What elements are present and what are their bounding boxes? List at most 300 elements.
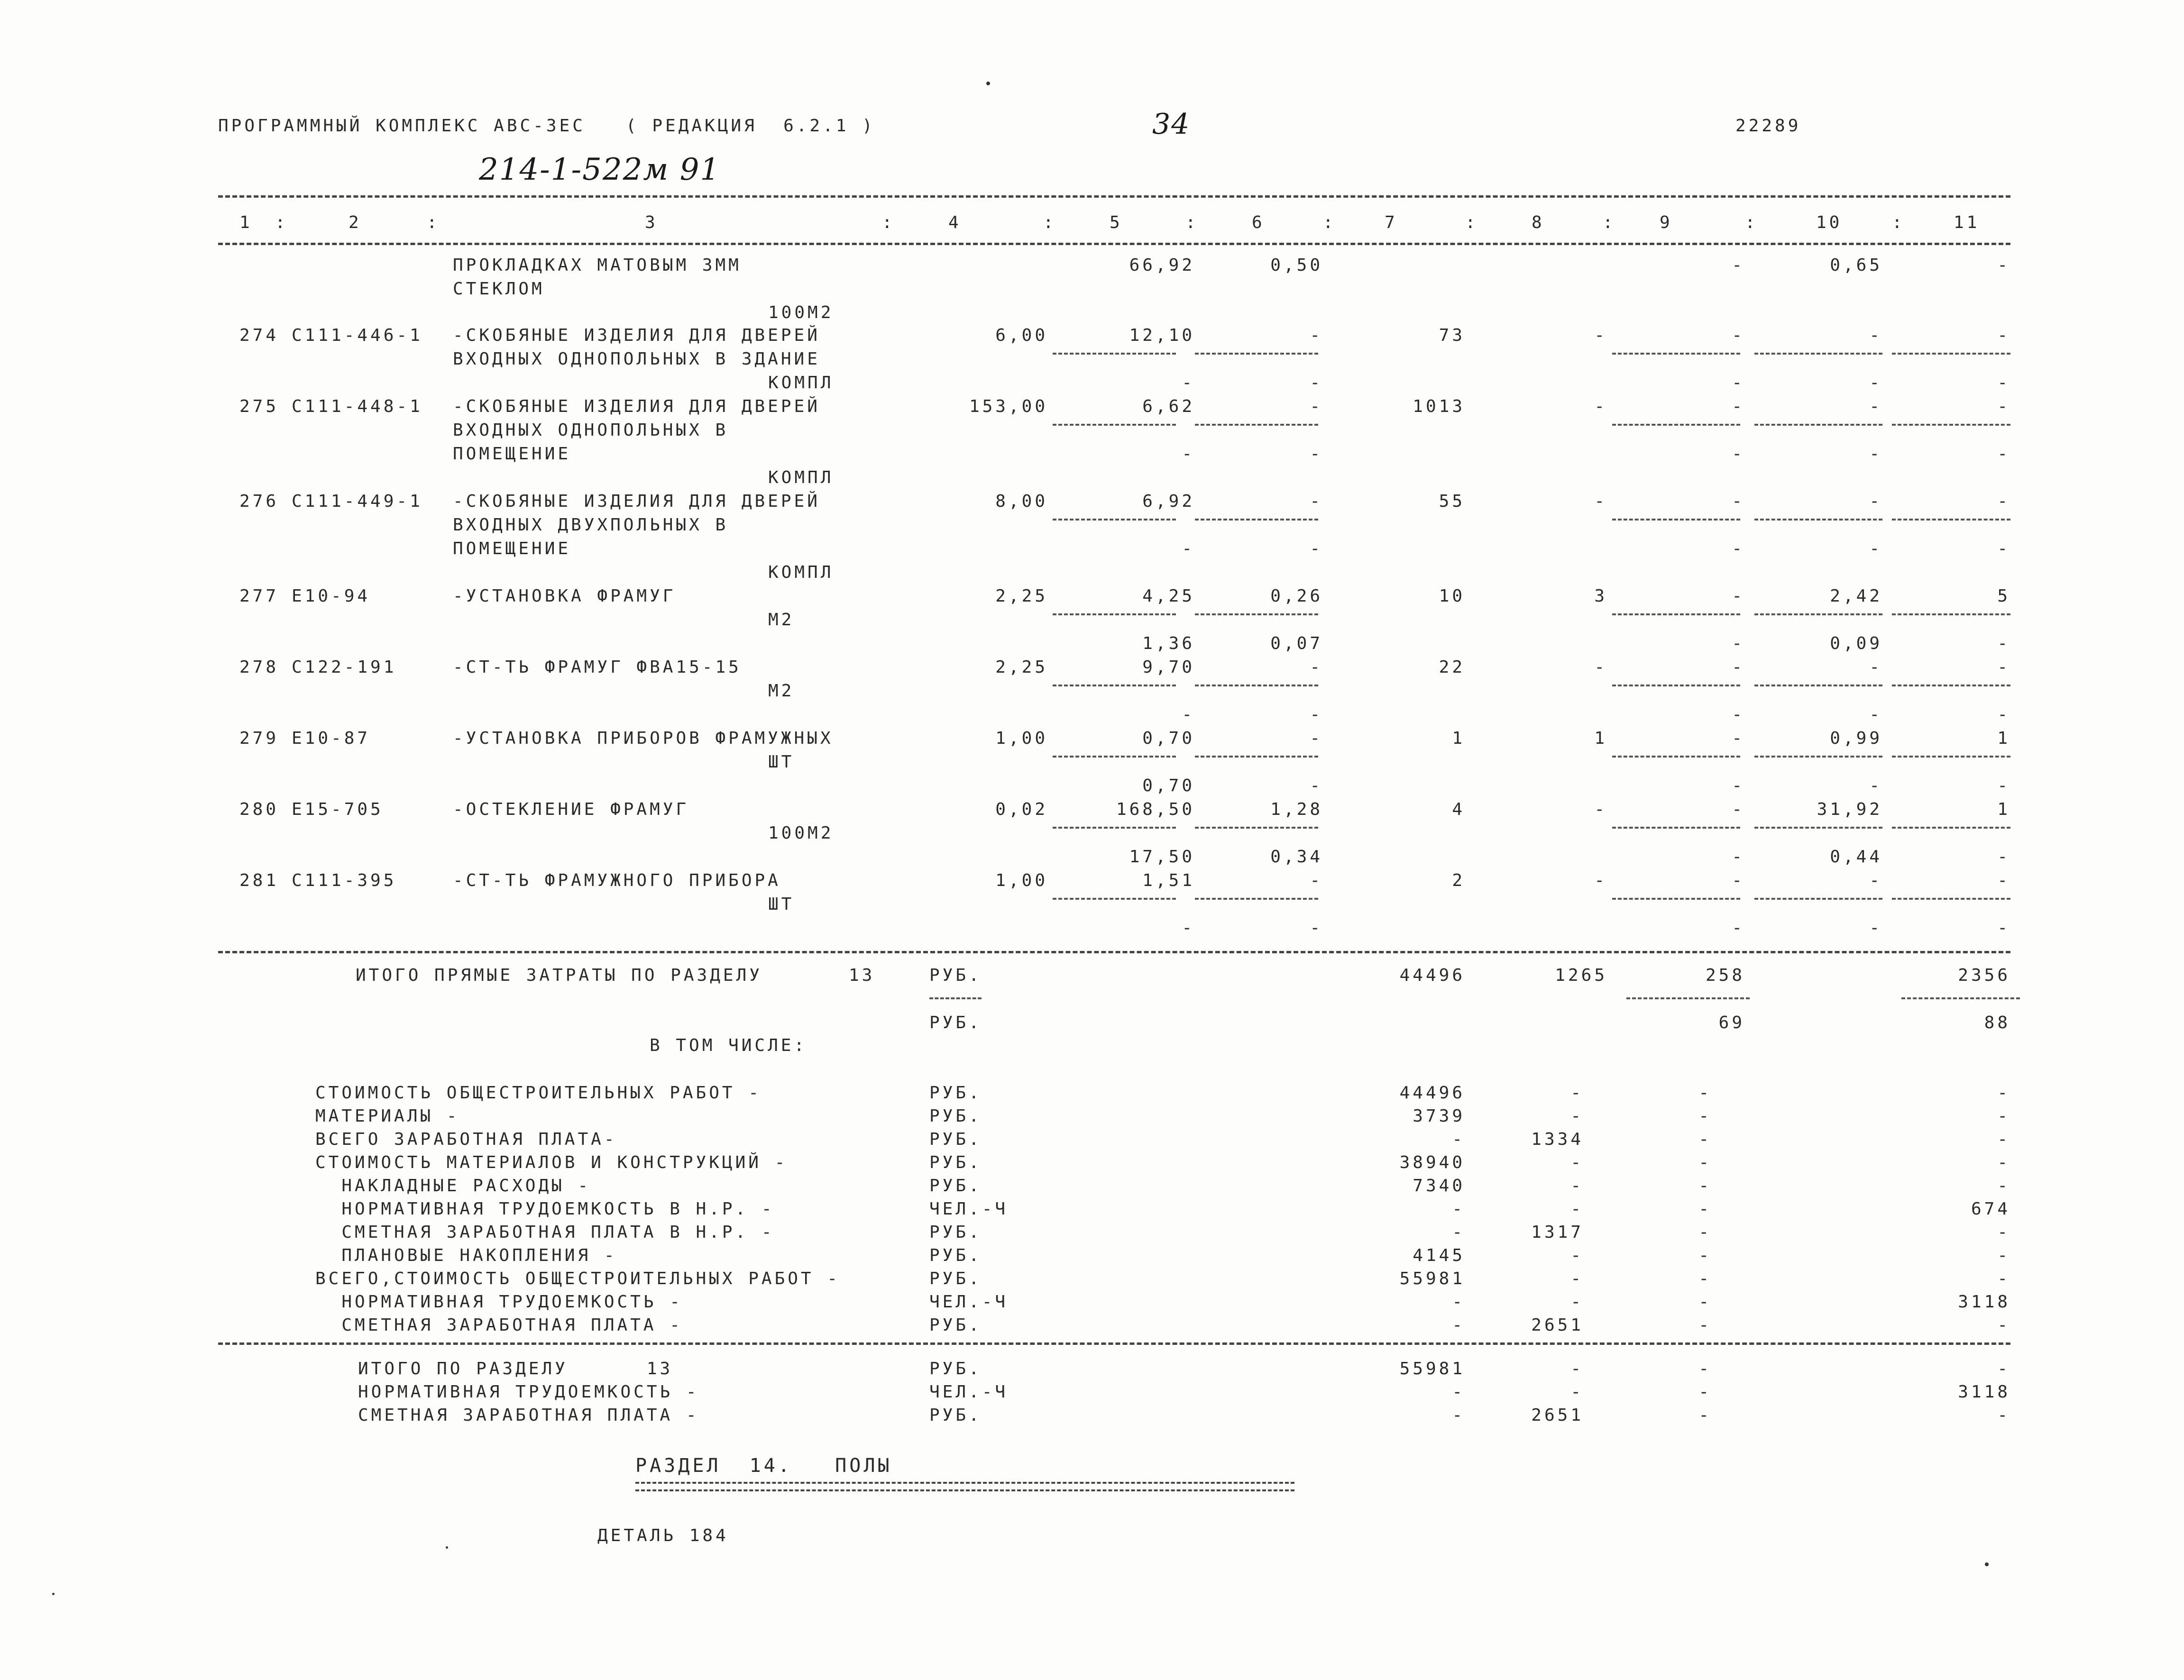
row-sub-c6: - — [1310, 444, 1323, 464]
breakdown-c8: 2651 — [1531, 1315, 1584, 1335]
row-c11: 1 — [1997, 729, 2010, 748]
column-header-1: 1 — [239, 213, 253, 232]
total-direct-sep-9 — [1626, 997, 1750, 999]
column-header-2: 2 — [349, 213, 362, 232]
row-c7: 4 — [1452, 800, 1465, 819]
scan-speck — [52, 1593, 55, 1595]
edition-label: ( РЕДАКЦИЯ 6.2.1 ) — [626, 116, 875, 136]
row-sub-rule-6 — [1195, 827, 1318, 829]
row-c4: 1,00 — [995, 871, 1048, 890]
column-header-5: 5 — [1110, 213, 1123, 232]
total-direct-section: 13 — [849, 966, 875, 985]
row-c5: 1,51 — [1142, 871, 1195, 890]
section-total-c9: - — [1698, 1382, 1712, 1402]
total-direct-label: ИТОГО ПРЯМЫЕ ЗАТРАТЫ ПО РАЗДЕЛУ — [356, 966, 762, 985]
row-sub-rule-9 — [1612, 756, 1740, 758]
handwritten-code: 214-1-522м 91 — [479, 152, 721, 187]
row-sub-c5: - — [1182, 918, 1195, 938]
section-total-c9: - — [1698, 1406, 1712, 1425]
row-number: 279 — [239, 729, 279, 748]
row-sub-c11: - — [1997, 847, 2010, 867]
row-sub-rule-6 — [1195, 756, 1318, 758]
row-c11: - — [1997, 256, 2010, 275]
row-code: С111-449-1 — [292, 492, 423, 511]
row-c8: 3 — [1594, 586, 1607, 606]
row-sub-rule-5 — [1053, 613, 1176, 615]
column-header-10: 10 — [1816, 213, 1843, 232]
row-number: 277 — [239, 586, 279, 606]
row-code: С111-448-1 — [292, 397, 423, 416]
breakdown-label: ВСЕГО ЗАРАБОТНАЯ ПЛАТА- — [315, 1130, 617, 1149]
row-sub-c5: - — [1182, 539, 1195, 558]
breakdown-c11: - — [1997, 1106, 2010, 1126]
row-sub-c6: - — [1310, 373, 1323, 393]
row-c10: 0,65 — [1830, 256, 1882, 275]
row-sub-rule-11 — [1892, 827, 2010, 829]
row-sub-c5: 1,36 — [1142, 634, 1195, 653]
section-total-unit: РУБ. — [929, 1359, 982, 1379]
column-header-3: 3 — [645, 213, 658, 232]
breakdown-c11: - — [1997, 1315, 2010, 1335]
row-c11: - — [1997, 657, 2010, 677]
row-sub-c5: - — [1182, 373, 1195, 393]
breakdown-label: НАКЛАДНЫЕ РАСХОДЫ - — [315, 1176, 591, 1196]
row-sub-rule-9 — [1612, 898, 1740, 900]
totals-top-rule — [218, 951, 2010, 953]
section-total-c8: - — [1570, 1359, 1584, 1379]
row-sub-rule-10 — [1754, 827, 1882, 829]
section-total-c11: - — [1997, 1359, 2010, 1379]
row-c9: - — [1732, 871, 1745, 890]
row-sub-c5: - — [1182, 444, 1195, 464]
column-separator: : — [1465, 213, 1478, 232]
row-c8: - — [1594, 800, 1607, 819]
breakdown-c8: - — [1570, 1269, 1584, 1288]
section-total-label: ИТОГО ПО РАЗДЕЛУ 13 — [358, 1359, 673, 1379]
breakdown-unit: РУБ. — [929, 1246, 982, 1265]
row-sub-rule-10 — [1754, 756, 1882, 758]
row-sub-rule-5 — [1053, 353, 1176, 355]
breakdown-c11: - — [1997, 1176, 2010, 1196]
row-sub-c11: - — [1997, 539, 2010, 558]
row-c9: - — [1732, 586, 1745, 606]
row-c8: - — [1594, 871, 1607, 890]
row-sub-rule-5 — [1053, 424, 1176, 426]
row-sub-rule-11 — [1892, 756, 2010, 758]
row-c8: - — [1594, 657, 1607, 677]
row-c4: 2,25 — [995, 586, 1048, 606]
breakdown-c7: 38940 — [1399, 1153, 1465, 1172]
scan-speck — [1985, 1562, 1989, 1566]
row-c10: - — [1869, 492, 1882, 511]
section-total-c11: 3118 — [1958, 1382, 2010, 1402]
row-c4: 153,00 — [969, 397, 1048, 416]
row-sub-c11: - — [1997, 444, 2010, 464]
row-c8: - — [1594, 397, 1607, 416]
row-c5: 6,92 — [1142, 492, 1195, 511]
breakdown-c8: - — [1570, 1246, 1584, 1265]
row-c10: - — [1869, 397, 1882, 416]
breakdown-c7: - — [1452, 1223, 1465, 1242]
row-code: Е10-87 — [292, 729, 371, 748]
next-section-title: РАЗДЕЛ 14. ПОЛЫ — [635, 1455, 892, 1477]
breakdown-unit: РУБ. — [929, 1153, 982, 1172]
row-sub-c6: - — [1310, 705, 1323, 724]
total-direct-c11: 2356 — [1958, 966, 2010, 985]
section-total-c11: - — [1997, 1406, 2010, 1425]
total-direct-c7: 44496 — [1399, 966, 1465, 985]
row-unit: ШТ — [768, 752, 795, 772]
row-c4: 2,25 — [995, 657, 1048, 677]
row-c9: - — [1732, 256, 1745, 275]
row-c11: - — [1997, 326, 2010, 345]
breakdown-c11: - — [1997, 1083, 2010, 1103]
column-separator: : — [1892, 213, 1905, 232]
row-c7: 73 — [1439, 326, 1465, 345]
document-number: 22289 — [1735, 116, 1801, 136]
section-total-rule — [218, 1342, 2010, 1345]
row-c10: - — [1869, 657, 1882, 677]
row-sub-c9: - — [1732, 373, 1745, 393]
breakdown-c11: 674 — [1971, 1199, 2010, 1219]
breakdown-label: МАТЕРИАЛЫ - — [315, 1106, 460, 1126]
total-direct-c11b: 88 — [1984, 1013, 2010, 1032]
row-number: 278 — [239, 657, 279, 677]
row-sub-c10: - — [1869, 705, 1882, 724]
row-c10: - — [1869, 871, 1882, 890]
row-sub-c5: 0,70 — [1142, 776, 1195, 795]
row-unit: М2 — [768, 610, 795, 630]
row-description: ВХОДНЫХ ОДНОПОЛЬНЫХ В ЗДАНИЕ — [453, 349, 820, 369]
breakdown-c11: - — [1997, 1246, 2010, 1265]
total-direct-unit: РУБ. — [929, 966, 982, 985]
unit-underline — [929, 997, 982, 999]
breakdown-c9: - — [1698, 1176, 1712, 1196]
row-sub-c9: - — [1732, 539, 1745, 558]
row-sub-c9: - — [1732, 444, 1745, 464]
row-c5: 4,25 — [1142, 586, 1195, 606]
row-c7: 55 — [1439, 492, 1465, 511]
breakdown-unit: РУБ. — [929, 1083, 982, 1103]
row-sub-c9: - — [1732, 776, 1745, 795]
row-sub-c10: - — [1869, 776, 1882, 795]
breakdown-c7: 44496 — [1399, 1083, 1465, 1103]
total-direct-sep-11 — [1901, 997, 2020, 999]
row-sub-c11: - — [1997, 634, 2010, 653]
row-code: Е15-705 — [292, 800, 384, 819]
row-unit: 100М2 — [768, 303, 834, 322]
row-unit: 100М2 — [768, 823, 834, 843]
column-header-6: 6 — [1252, 213, 1265, 232]
row-unit: ШТ — [768, 895, 795, 914]
breakdown-unit: ЧЕЛ.-Ч — [929, 1199, 1009, 1219]
breakdown-c7: 3739 — [1413, 1106, 1465, 1126]
row-description: -СТ-ТЬ ФРАМУЖНОГО ПРИБОРА — [453, 871, 781, 890]
row-c6: - — [1310, 657, 1323, 677]
row-description: ПОМЕЩЕНИЕ — [453, 539, 571, 558]
breakdown-c9: - — [1698, 1269, 1712, 1288]
row-c9: - — [1732, 657, 1745, 677]
section-total-unit: РУБ. — [929, 1406, 982, 1425]
row-c10: 0,99 — [1830, 729, 1882, 748]
breakdown-c8: - — [1570, 1106, 1584, 1126]
row-description: ПОМЕЩЕНИЕ — [453, 444, 571, 464]
row-sub-c9: - — [1732, 847, 1745, 867]
row-sub-rule-11 — [1892, 685, 2010, 686]
column-separator: : — [882, 213, 895, 232]
row-sub-rule-11 — [1892, 613, 2010, 615]
row-c11: - — [1997, 871, 2010, 890]
breakdown-c9: - — [1698, 1106, 1712, 1126]
breakdown-c11: 3118 — [1958, 1292, 2010, 1312]
row-sub-rule-6 — [1195, 898, 1318, 900]
breakdown-c8: - — [1570, 1083, 1584, 1103]
row-c5: 0,70 — [1142, 729, 1195, 748]
column-header-9: 9 — [1660, 213, 1673, 232]
breakdown-unit: ЧЕЛ.-Ч — [929, 1292, 1009, 1312]
row-sub-c5: 17,50 — [1129, 847, 1195, 867]
breakdown-label: НОРМАТИВНАЯ ТРУДОЕМКОСТЬ В Н.Р. - — [315, 1199, 775, 1219]
column-separator: : — [1043, 213, 1056, 232]
row-sub-rule-9 — [1612, 519, 1740, 520]
row-code: С111-446-1 — [292, 326, 423, 345]
row-sub-rule-11 — [1892, 424, 2010, 426]
row-sub-c6: - — [1310, 918, 1323, 938]
row-description: -СКОБЯНЫЕ ИЗДЕЛИЯ ДЛЯ ДВЕРЕЙ — [453, 397, 820, 416]
breakdown-label: СТОИМОСТЬ МАТЕРИАЛОВ И КОНСТРУКЦИЙ - — [315, 1153, 788, 1172]
row-description: ВХОДНЫХ ДВУХПОЛЬНЫХ В — [453, 515, 729, 535]
row-c4: 1,00 — [995, 729, 1048, 748]
row-code: С111-395 — [292, 871, 397, 890]
row-sub-rule-5 — [1053, 756, 1176, 758]
breakdown-unit: РУБ. — [929, 1130, 982, 1149]
row-sub-rule-11 — [1892, 519, 2010, 520]
column-header-8: 8 — [1532, 213, 1545, 232]
breakdown-unit: РУБ. — [929, 1106, 982, 1126]
breakdown-label: СТОИМОСТЬ ОБЩЕСТРОИТЕЛЬНЫХ РАБОТ - — [315, 1083, 762, 1103]
row-c7: 1013 — [1413, 397, 1465, 416]
breakdown-label: СМЕТНАЯ ЗАРАБОТНАЯ ПЛАТА В Н.Р. - — [315, 1223, 775, 1242]
row-sub-rule-10 — [1754, 898, 1882, 900]
next-section-double-rule — [635, 1482, 1294, 1491]
row-c5: 168,50 — [1116, 800, 1195, 819]
row-sub-rule-9 — [1612, 827, 1740, 829]
row-sub-rule-10 — [1754, 424, 1882, 426]
row-number: 280 — [239, 800, 279, 819]
breakdown-unit: РУБ. — [929, 1223, 982, 1242]
row-c6: 0,26 — [1270, 586, 1323, 606]
breakdown-c11: - — [1997, 1130, 2010, 1149]
row-description: -СКОБЯНЫЕ ИЗДЕЛИЯ ДЛЯ ДВЕРЕЙ — [453, 326, 820, 345]
row-sub-c9: - — [1732, 634, 1745, 653]
breakdown-c11: - — [1997, 1153, 2010, 1172]
row-description: -СТ-ТЬ ФРАМУГ ФВА15-15 — [453, 657, 742, 677]
row-c9: - — [1732, 492, 1745, 511]
row-sub-rule-6 — [1195, 519, 1318, 520]
column-separator: : — [1323, 213, 1336, 232]
program-title: ПРОГРАММНЫЙ КОМПЛЕКС АВС-3ЕС — [218, 116, 586, 136]
section-total-c7: - — [1452, 1382, 1465, 1402]
row-c7: 10 — [1439, 586, 1465, 606]
row-c4: 8,00 — [995, 492, 1048, 511]
breakdown-label: СМЕТНАЯ ЗАРАБОТНАЯ ПЛАТА - — [315, 1315, 683, 1335]
breakdown-c8: 1334 — [1531, 1130, 1584, 1149]
row-c5: 9,70 — [1142, 657, 1195, 677]
row-code: Е10-94 — [292, 586, 371, 606]
row-c11: 5 — [1997, 586, 2010, 606]
row-sub-c5: - — [1182, 705, 1195, 724]
section-total-c8: - — [1570, 1382, 1584, 1402]
including-label: В ТОМ ЧИСЛЕ: — [650, 1036, 808, 1055]
row-sub-rule-9 — [1612, 613, 1740, 615]
row-sub-rule-6 — [1195, 613, 1318, 615]
scan-speck — [986, 82, 990, 85]
row-sub-rule-5 — [1053, 898, 1176, 900]
breakdown-c8: - — [1570, 1292, 1584, 1312]
row-c11: - — [1997, 492, 2010, 511]
breakdown-unit: РУБ. — [929, 1315, 982, 1335]
row-sub-c10: 0,09 — [1830, 634, 1882, 653]
page-number: 34 — [1152, 108, 1191, 141]
row-description: -СКОБЯНЫЕ ИЗДЕЛИЯ ДЛЯ ДВЕРЕЙ — [453, 492, 820, 511]
breakdown-c9: - — [1698, 1199, 1712, 1219]
row-unit: М2 — [768, 681, 795, 701]
row-c5: 12,10 — [1129, 326, 1195, 345]
detail-label: ДЕТАЛЬ 184 — [597, 1526, 729, 1545]
breakdown-c8: - — [1570, 1199, 1584, 1219]
section-total-label: СМЕТНАЯ ЗАРАБОТНАЯ ПЛАТА - — [358, 1406, 699, 1425]
row-c8: - — [1594, 492, 1607, 511]
row-sub-rule-11 — [1892, 353, 2010, 355]
breakdown-label: НОРМАТИВНАЯ ТРУДОЕМКОСТЬ - — [315, 1292, 683, 1312]
breakdown-c9: - — [1698, 1315, 1712, 1335]
row-c6: - — [1310, 871, 1323, 890]
row-c6: 0,50 — [1270, 256, 1323, 275]
breakdown-c7: - — [1452, 1199, 1465, 1219]
row-sub-rule-10 — [1754, 613, 1882, 615]
row-c5: 6,62 — [1142, 397, 1195, 416]
row-number: 276 — [239, 492, 279, 511]
row-c11: 1 — [1997, 800, 2010, 819]
section-total-c8: 2651 — [1531, 1406, 1584, 1425]
total-direct-c8: 1265 — [1555, 966, 1607, 985]
breakdown-c9: - — [1698, 1083, 1712, 1103]
breakdown-c9: - — [1698, 1130, 1712, 1149]
scan-speck — [446, 1546, 448, 1549]
row-sub-c10: - — [1869, 444, 1882, 464]
section-total-c9: - — [1698, 1359, 1712, 1379]
breakdown-c8: - — [1570, 1153, 1584, 1172]
row-unit: КОМПЛ — [768, 468, 834, 487]
row-sub-c6: 0,07 — [1270, 634, 1323, 653]
row-c9: - — [1732, 397, 1745, 416]
row-c6: - — [1310, 729, 1323, 748]
row-number: 275 — [239, 397, 279, 416]
row-c9: - — [1732, 326, 1745, 345]
row-sub-rule-9 — [1612, 353, 1740, 355]
header-bottom-rule — [218, 243, 2010, 245]
row-c6: 1,28 — [1270, 800, 1323, 819]
breakdown-c7: 55981 — [1399, 1269, 1465, 1288]
column-separator: : — [1603, 213, 1616, 232]
row-c11: - — [1997, 397, 2010, 416]
section-total-c7: 55981 — [1399, 1359, 1465, 1379]
row-description: ПРОКЛАДКАХ МАТОВЫМ 3ММ — [453, 256, 742, 275]
row-sub-rule-10 — [1754, 353, 1882, 355]
row-c7: 1 — [1452, 729, 1465, 748]
row-description: СТЕКЛОМ — [453, 279, 545, 299]
column-separator: : — [427, 213, 440, 232]
column-separator: : — [275, 213, 288, 232]
row-sub-c10: - — [1869, 373, 1882, 393]
breakdown-c11: - — [1997, 1269, 2010, 1288]
breakdown-c8: 1317 — [1531, 1223, 1584, 1242]
row-sub-rule-6 — [1195, 353, 1318, 355]
total-direct-c9b: 69 — [1718, 1013, 1745, 1032]
breakdown-c11: - — [1997, 1223, 2010, 1242]
breakdown-c8: - — [1570, 1176, 1584, 1196]
column-separator: : — [1185, 213, 1199, 232]
row-sub-c6: 0,34 — [1270, 847, 1323, 867]
row-sub-c11: - — [1997, 918, 2010, 938]
row-unit: КОМПЛ — [768, 563, 834, 582]
total-direct-unit2: РУБ. — [929, 1013, 982, 1032]
breakdown-unit: РУБ. — [929, 1176, 982, 1196]
total-direct-c9: 258 — [1705, 966, 1745, 985]
row-sub-rule-5 — [1053, 685, 1176, 686]
row-sub-rule-6 — [1195, 424, 1318, 426]
row-c4: 0,02 — [995, 800, 1048, 819]
section-total-unit: ЧЕЛ.-Ч — [929, 1382, 1009, 1402]
row-c10: - — [1869, 326, 1882, 345]
section-total-label: НОРМАТИВНАЯ ТРУДОЕМКОСТЬ - — [358, 1382, 699, 1402]
row-c10: 31,92 — [1817, 800, 1882, 819]
row-sub-c11: - — [1997, 776, 2010, 795]
breakdown-c9: - — [1698, 1246, 1712, 1265]
row-sub-c6: - — [1310, 539, 1323, 558]
row-c6: - — [1310, 492, 1323, 511]
row-c8: - — [1594, 326, 1607, 345]
row-sub-c9: - — [1732, 918, 1745, 938]
row-c7: 22 — [1439, 657, 1465, 677]
row-description: -ОСТЕКЛЕНИЕ ФРАМУГ — [453, 800, 689, 819]
breakdown-c7: 4145 — [1413, 1246, 1465, 1265]
row-c6: - — [1310, 326, 1323, 345]
row-sub-rule-11 — [1892, 898, 2010, 900]
column-header-4: 4 — [948, 213, 962, 232]
row-number: 274 — [239, 326, 279, 345]
breakdown-c7: - — [1452, 1130, 1465, 1149]
row-c7: 2 — [1452, 871, 1465, 890]
row-code: С122-191 — [292, 657, 397, 677]
breakdown-c7: - — [1452, 1292, 1465, 1312]
column-header-7: 7 — [1385, 213, 1398, 232]
column-separator: : — [1745, 213, 1758, 232]
row-sub-rule-5 — [1053, 827, 1176, 829]
breakdown-c9: - — [1698, 1223, 1712, 1242]
row-sub-rule-10 — [1754, 685, 1882, 686]
row-sub-c9: - — [1732, 705, 1745, 724]
breakdown-c7: 7340 — [1413, 1176, 1465, 1196]
breakdown-label: ВСЕГО,СТОИМОСТЬ ОБЩЕСТРОИТЕЛЬНЫХ РАБОТ - — [315, 1269, 840, 1288]
breakdown-label: ПЛАНОВЫЕ НАКОПЛЕНИЯ - — [315, 1246, 617, 1265]
section-total-c7: - — [1452, 1406, 1465, 1425]
row-c6: - — [1310, 397, 1323, 416]
breakdown-unit: РУБ. — [929, 1269, 982, 1288]
row-c8: 1 — [1594, 729, 1607, 748]
header-top-rule — [218, 195, 2010, 198]
row-unit: КОМПЛ — [768, 373, 834, 393]
